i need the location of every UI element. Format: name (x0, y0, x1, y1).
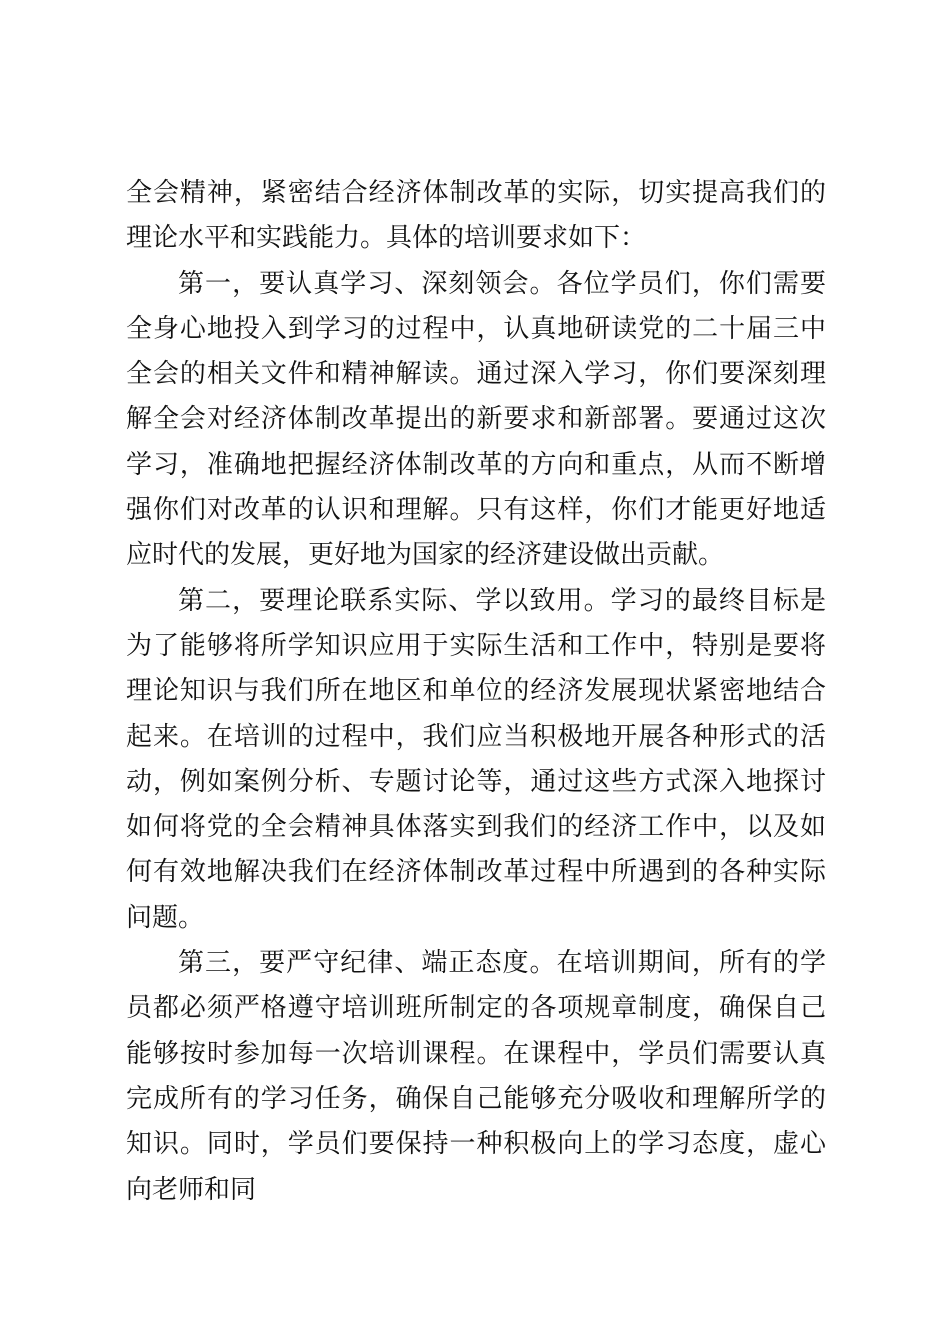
paragraph-requirement-three: 第三，要严守纪律、端正态度。在培训期间，所有的学员都必须严格遵守培训班所制定的各项规章制度，确保自己能够按时参加每一次培训课程。在课程中，学员们需要认真完成所有的学习任务，确保自己能够充分吸收和理解所学的知识。同时，学员们要保持一种积极向上的学习态度，虚心向老师和同 (126, 948, 826, 1205)
paragraph-continuation: 全会精神，紧密结合经济体制改革的实际，切实提高我们的理论水平和实践能力。具体的培训要求如下： (126, 178, 826, 254)
paragraph-requirement-one: 第一，要认真学习、深刻领会。各位学员们，你们需要全身心地投入到学习的过程中，认真地研读党的二十届三中全会的相关文件和精神解读。通过深入学习，你们要深刻理解全会对经济体制改革提出的新要求和新部署。要通过这次学习，准确地把握经济体制改革的方向和重点，从而不断增强你们对改革的认识和理解。只有这样，你们才能更好地适应时代的发展，更好地为国家的经济建设做出贡献。 (126, 268, 826, 571)
document-body (126, 171, 826, 1213)
paragraph-requirement-two: 第二，要理论联系实际、学以致用。学习的最终目标是为了能够将所学知识应用于实际生活和工作中，特别是要将理论知识与我们所在地区和单位的经济发展现状紧密地结合起来。在培训的过程中，我们应当积极地开展各种形式的活动，例如案例分析、专题讨论等，通过这些方式深入地探讨如何将党的全会精神具体落实到我们的经济工作中，以及如何有效地解决我们在经济体制改革过程中所遇到的各种实际问题。 (126, 585, 826, 933)
